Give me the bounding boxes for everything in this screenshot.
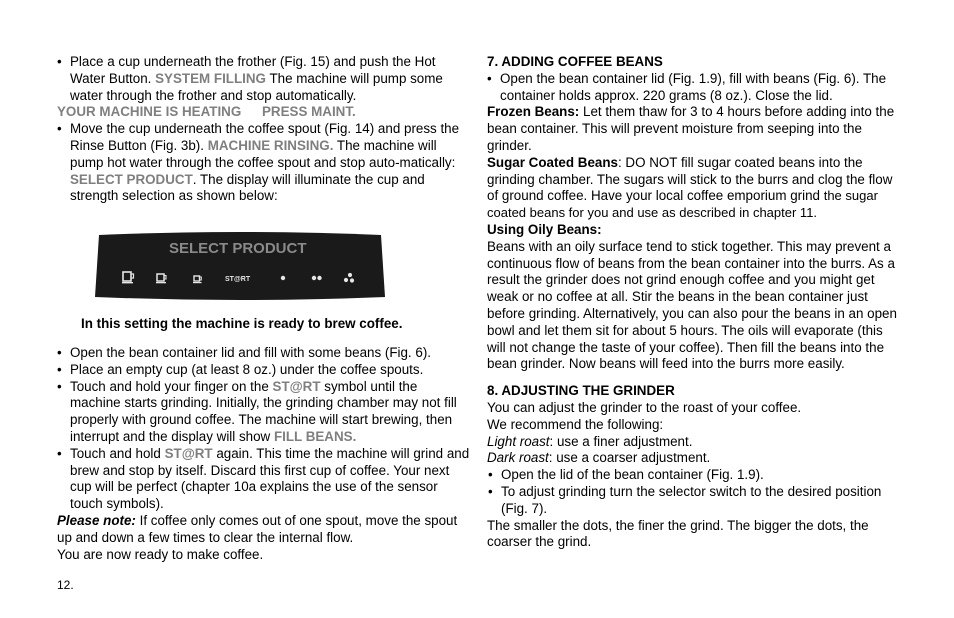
- light-roast: Light roast: use a finer adjustment.: [487, 433, 693, 449]
- bullet-selector-switch: • To adjust grinding turn the selector switch to the desired position (Fig. 7).: [487, 484, 899, 518]
- display-machine-rinsing: MACHINE RINSING.: [207, 137, 334, 153]
- bullet-place-cup: • Place an empty cup (at least 8 oz.) under the coffee spouts.: [57, 362, 470, 379]
- left-column: [57, 54, 470, 563]
- status-messages: [57, 104, 470, 121]
- control-panel-display: [57, 205, 470, 310]
- sugar-label: Sugar Coated Beans: [487, 154, 618, 170]
- status-press-maint: PRESS MAINT.: [262, 104, 356, 120]
- frozen-label: Frozen Beans:: [487, 104, 580, 120]
- right-column: [487, 54, 899, 551]
- display-title: SELECT PRODUCT: [169, 240, 307, 258]
- start-symbol[interactable]: ST@RT: [225, 276, 251, 284]
- display-caption: In this setting the machine is ready to brew coffee.: [81, 316, 403, 332]
- sugar-coated-beans: Sugar Coated Beans: DO NOT fill sugar coated beans into the grinding chamber. The sugars will stick to the burrs and clog the flow of ground coffee. Have your local coffee emporium grind the sugar coated beans for you and use as described in chapter 11.: [487, 154, 893, 221]
- please-note: Please note: If coffee only comes out of one spout, move the spout up and down a few times to clear the internal flow.: [57, 512, 458, 545]
- start-label: ST@RT: [272, 378, 321, 394]
- bullet-touch-start: • Touch and hold your finger on the ST@RT symbol until the machine starts grinding. Initially, the grinding chamber may not fill properly with ground coffee. The machine will start brewing, then interrupt and the display will show FILL BEANS.: [57, 379, 470, 446]
- oily-label: Using Oily Beans:: [487, 221, 602, 237]
- grinder-recommend: We recommend the following:: [487, 416, 664, 432]
- grind-explanation: The smaller the dots, the finer the grind. The bigger the dots, the coarser the grind.: [487, 517, 869, 550]
- note-label: Please note:: [57, 512, 136, 528]
- display-fill-beans: FILL BEANS.: [273, 428, 357, 444]
- section-7-heading: 7. ADDING COFFEE BEANS: [487, 54, 663, 69]
- grinder-intro: You can adjust the grinder to the roast of your coffee.: [487, 399, 802, 415]
- oily-text: Beans with an oily surface tend to stick together. This may prevent a continuous flow of beans from the bean container into the burrs. As a result the grinder does not grind enough coffee and you might get weak or no coffee at all. Stir the beans in the bean container just before grinding. Alternatively, you can also pour the beans in an open bowl and let them sit for about 5 hours. The oils will evaporate (this will not change the taste of your coffee). Then fill the beans into the bean grinder. Now beans will feed into the burrs more easily.: [487, 238, 897, 372]
- frozen-beans: Frozen Beans: Let them thaw for 3 to 4 hours before adding into the bean container. This will prevent moisture from seeping into the grinder.: [487, 104, 895, 153]
- bullet-touch-again: • Touch and hold ST@RT again. This time the machine will grind and brew and stop by itself. Discard this first cup of coffee. Your next cup will be perfect (chapter 10a explains the use of the sensor touch symbols).: [57, 446, 470, 513]
- dark-roast: Dark roast: use a coarser adjustment.: [487, 450, 711, 466]
- ready-text: You are now ready to make coffee.: [57, 546, 264, 562]
- bullet-fill-beans: • Open the bean container lid (Fig. 1.9), fill with beans (Fig. 6). The container holds approx. 220 grams (8 oz.). Close the lid.: [487, 71, 899, 105]
- strength-mild-icon: [281, 276, 285, 280]
- page-number: 12.: [57, 578, 74, 592]
- start-label-2: ST@RT: [164, 445, 213, 461]
- display-select-product: SELECT PRODUCT: [70, 171, 193, 187]
- display-panel-graphic: [95, 231, 385, 301]
- bullet-open-lid: • Open the bean container lid and fill with some beans (Fig. 6).: [57, 345, 470, 362]
- bullet-rinse: • Move the cup underneath the coffee spout (Fig. 14) and press the Rinse Button (Fig. 3b). MACHINE RINSING. The machine will pump hot water through the coffee spout and stop auto-matically: SELECT PRODUCT. The display will illuminate the cup and strength selection as shown below:: [57, 121, 470, 205]
- bullet-frother: • Place a cup underneath the frother (Fig. 15) and push the Hot Water Button. SYSTEM FILLING The machine will pump some water through the frother and stop automatically.: [57, 54, 470, 104]
- status-heating: YOUR MACHINE IS HEATING: [57, 104, 242, 120]
- section-8-heading: 8. ADJUSTING THE GRINDER: [487, 383, 675, 399]
- bullet-open-bean-lid: • Open the lid of the bean container (Fig. 1.9).: [487, 467, 899, 484]
- display-system-filling: SYSTEM FILLING: [155, 70, 266, 86]
